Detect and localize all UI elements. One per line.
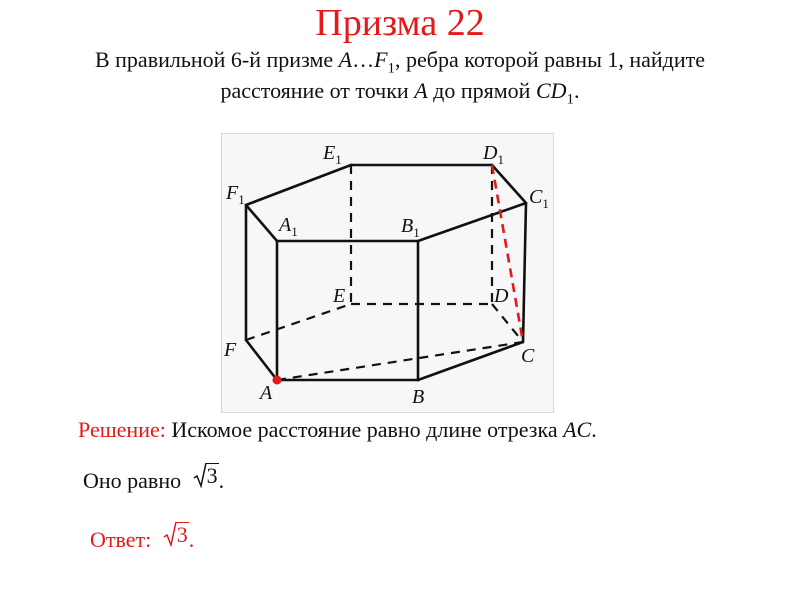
edge-D-C-hidden — [492, 304, 523, 342]
segment-A-C — [277, 342, 523, 380]
problem-text: расстояние от точки — [220, 78, 415, 103]
problem-line-1 — [0, 44, 800, 75]
edge-F1-E1 — [246, 165, 351, 205]
problem-statement — [0, 44, 800, 106]
edge-F-E-hidden — [246, 304, 351, 340]
answer-line — [90, 521, 194, 555]
period: . — [218, 468, 225, 493]
edge-C1-B1 — [418, 203, 526, 241]
problem-text: до прямой — [427, 78, 536, 103]
ellipsis: … — [352, 47, 375, 72]
prism-figure — [221, 133, 554, 413]
problem-text: В правильной 6-й призме — [94, 47, 339, 72]
solution-line — [78, 416, 597, 444]
subscript-1: 1 — [566, 91, 575, 108]
edge-C1-C — [523, 203, 526, 342]
solution-label: Решение: — [78, 417, 166, 442]
label-F: F — [224, 339, 237, 361]
label-A: A — [260, 382, 273, 404]
sqrt-expression — [193, 462, 219, 488]
point-a-marker — [273, 376, 282, 385]
label-C1: $C_1$ — [529, 186, 549, 211]
problem-line-2 — [0, 75, 800, 106]
edge-A1-F1 — [246, 205, 277, 241]
label-A1: $A_1$ — [279, 214, 298, 239]
answer-radicand: 3 — [176, 522, 188, 547]
label-C: C — [521, 345, 535, 367]
label-F1: $F_1$ — [226, 182, 245, 207]
answer-sqrt-expression — [163, 521, 189, 547]
period: . — [188, 527, 195, 552]
label-E: E — [333, 285, 346, 307]
edge-B-C — [418, 342, 523, 380]
sqrt-sign-icon — [163, 521, 177, 547]
line-cd-italic: CD — [535, 78, 567, 103]
segment-ac-italic: AC — [563, 417, 592, 442]
answer-label: Ответ: — [90, 527, 152, 552]
label-D: D — [494, 285, 509, 307]
edge-F-A — [246, 340, 277, 380]
equals-text: Оно равно — [83, 468, 182, 493]
equals-line — [83, 462, 224, 496]
label-D1: $D_1$ — [483, 142, 504, 167]
label-B1: $B_1$ — [401, 215, 420, 240]
sqrt-radicand: 3 — [206, 463, 218, 488]
line-C-D1-highlight — [492, 165, 523, 342]
point-a-italic: A — [414, 78, 428, 103]
slide-title: Призма 22 — [315, 2, 485, 44]
label-B: B — [412, 386, 425, 408]
vertex-a-italic: A — [338, 47, 353, 72]
period: . — [574, 78, 580, 103]
sqrt-sign-icon — [193, 462, 207, 488]
problem-text: , ребра которой равны 1, найдите — [395, 47, 706, 72]
solution-text: Искомое расстояние равно длине отрезка — [165, 417, 564, 442]
period: . — [591, 417, 597, 442]
label-E1: $E_1$ — [323, 142, 342, 167]
prism-diagram — [222, 134, 553, 412]
subscript-1: 1 — [387, 60, 396, 77]
vertex-f-italic: F — [374, 47, 388, 72]
